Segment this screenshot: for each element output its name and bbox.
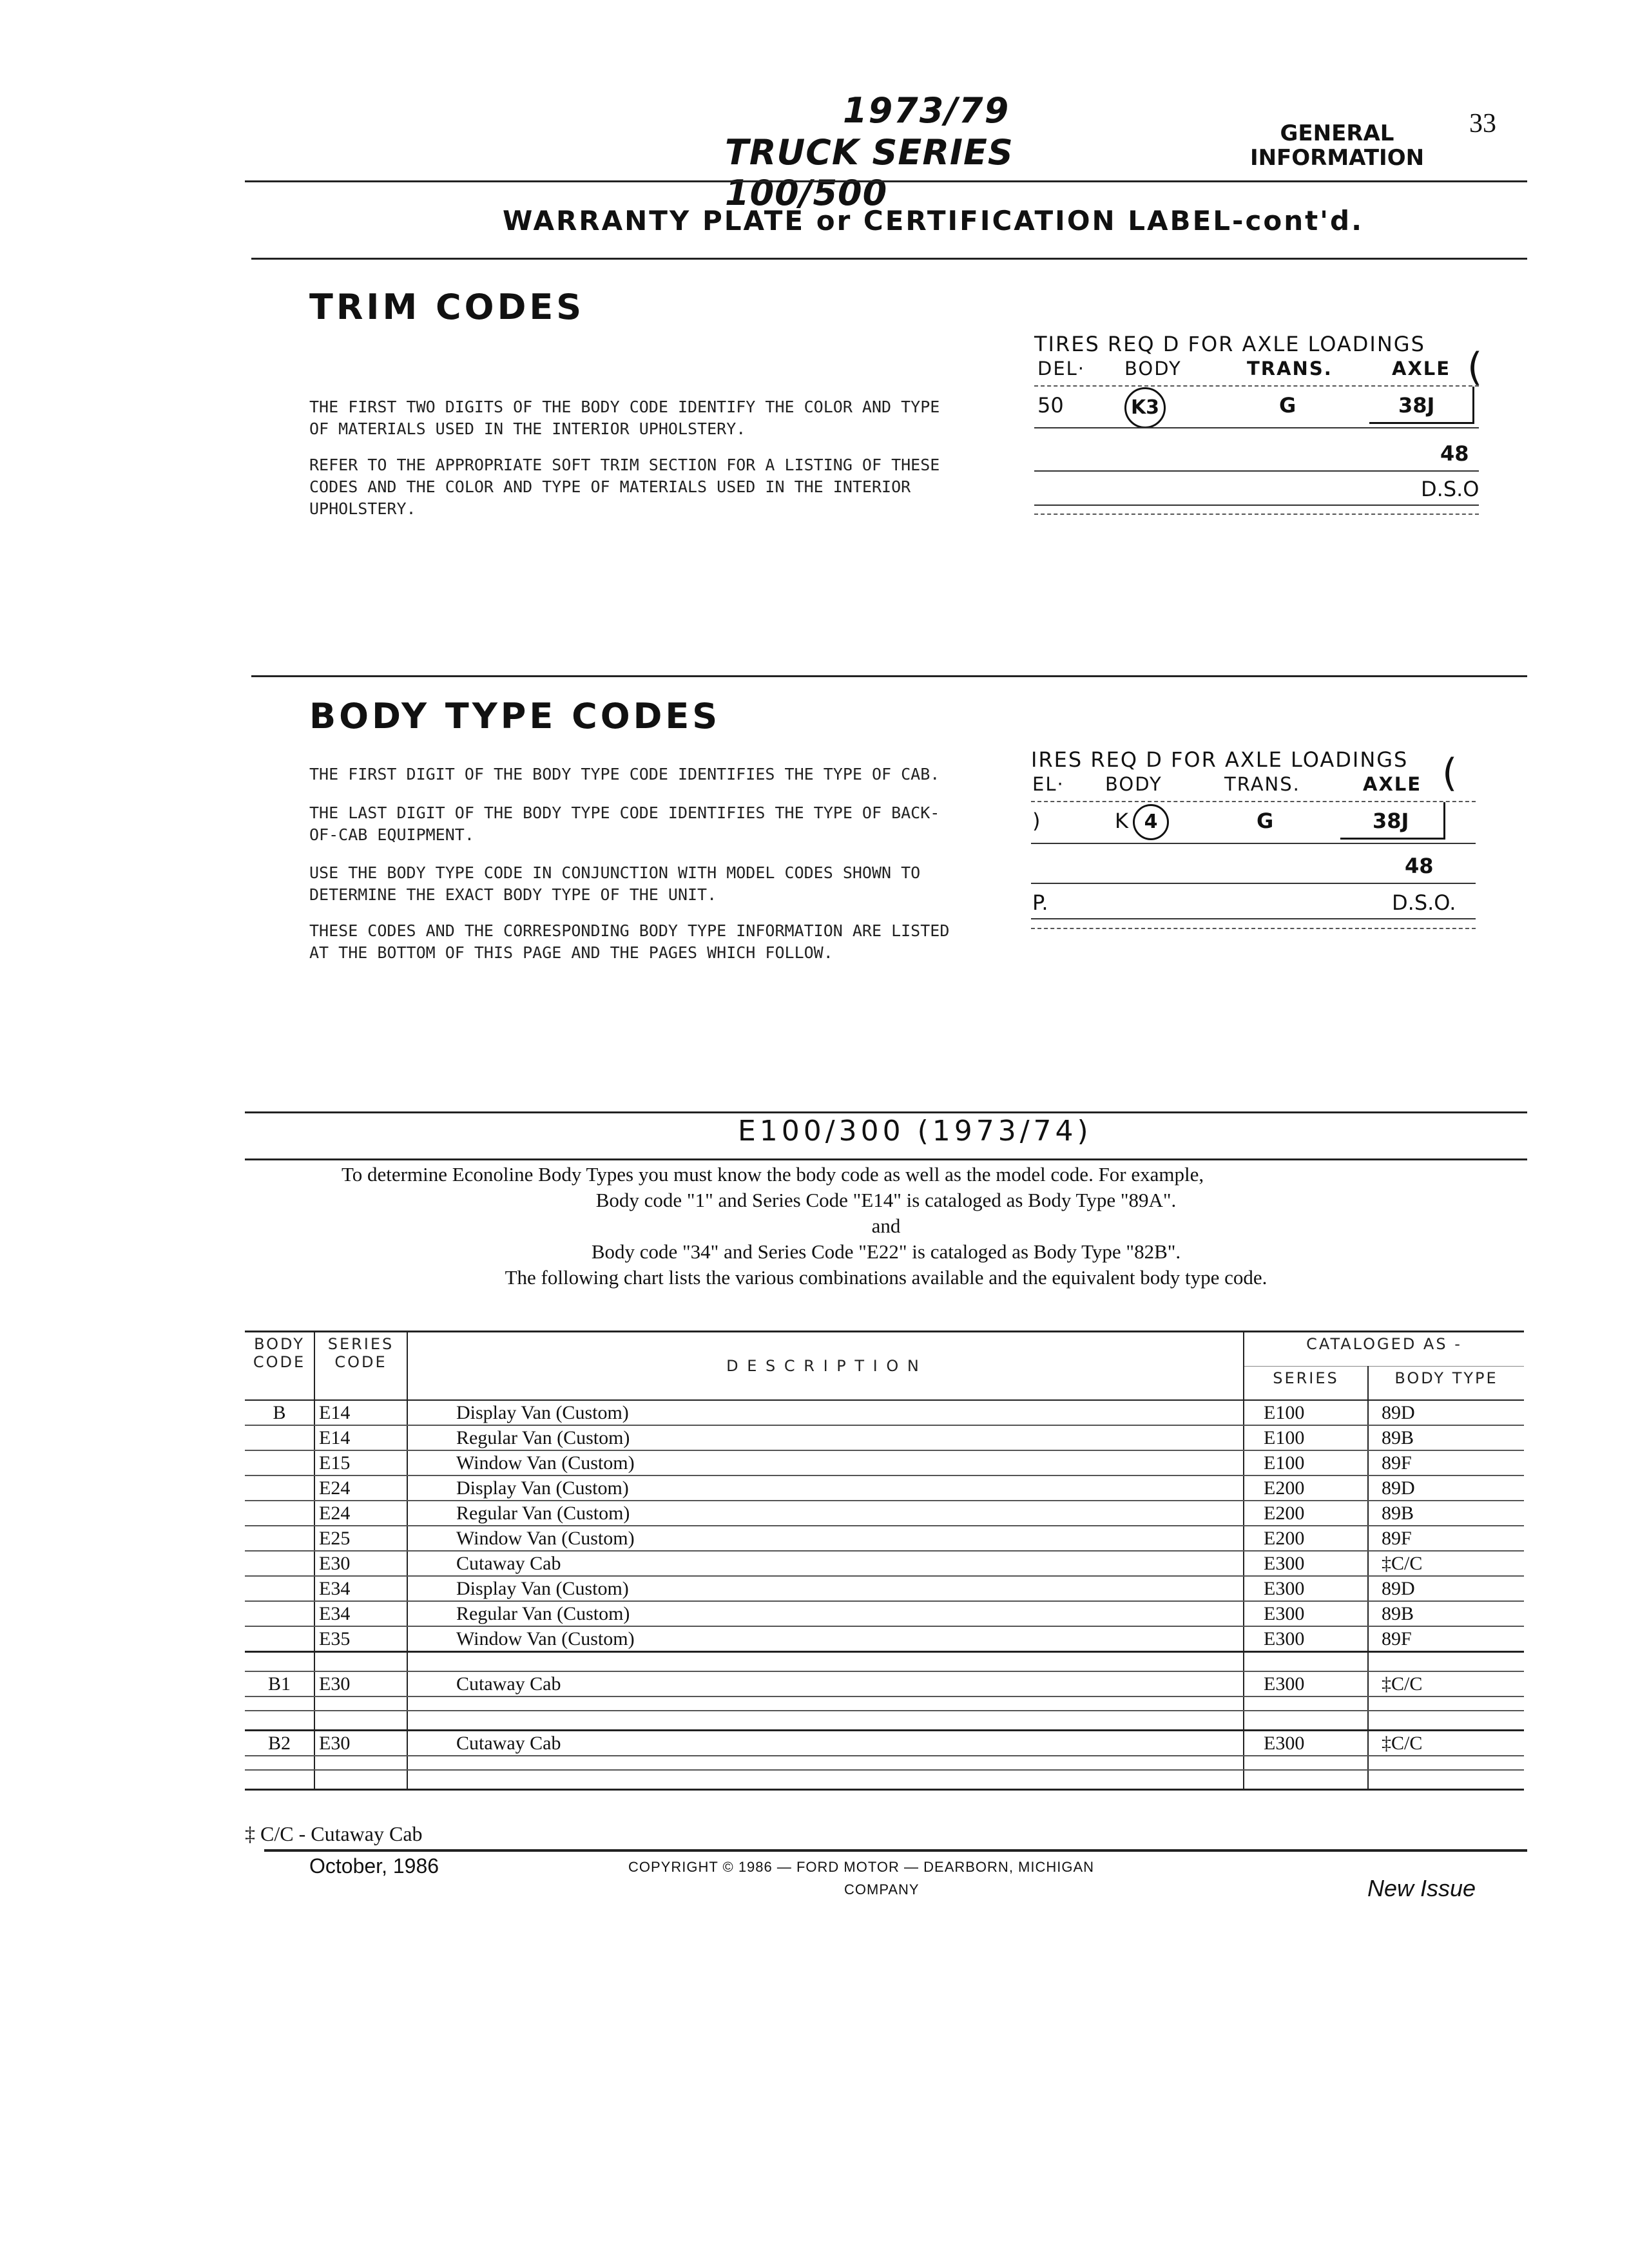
- body-label-rule-5: [1031, 928, 1476, 929]
- header-section: [1231, 121, 1443, 170]
- cell-body-type: 89B: [1368, 1501, 1524, 1526]
- trim-label-example: [1034, 332, 1485, 525]
- trim-label-col-trans: TRANS.: [1247, 358, 1333, 380]
- table-row: [245, 1731, 1524, 1756]
- footer-status: New Issue: [1367, 1875, 1476, 1901]
- cell-body-code: [245, 1501, 314, 1526]
- body-label-rule-3: [1031, 883, 1476, 884]
- cell-series: E300: [1244, 1576, 1368, 1601]
- body-label-paren: (: [1442, 751, 1458, 796]
- body-label-col-body: BODY: [1105, 773, 1162, 795]
- body-label-col-axle: AXLE: [1363, 773, 1422, 795]
- cell-series-code: E25: [314, 1526, 407, 1551]
- footer-date: October, 1986: [309, 1854, 439, 1878]
- cell-description: Cutaway Cab: [407, 1551, 1244, 1576]
- header-rule: [245, 180, 1527, 182]
- cell-series-code: E30: [314, 1731, 407, 1756]
- trim-label-body-circle: K3: [1124, 387, 1166, 428]
- cell-series: E300: [1244, 1671, 1368, 1696]
- cell-series-code: E14: [314, 1400, 407, 1425]
- cell-body-type: 89D: [1368, 1576, 1524, 1601]
- trim-label-dso: D.S.O: [1421, 477, 1480, 501]
- trim-label-axle-box: [1369, 387, 1474, 424]
- cell-series-code: E30: [314, 1671, 407, 1696]
- header-section-line1: GENERAL: [1280, 120, 1394, 146]
- cell-series: E300: [1244, 1731, 1368, 1756]
- econoline-intro-line-2: Body code "1" and Series Code "E14" is cataloged as Body Type "89A".: [595, 1189, 1177, 1211]
- trim-label-rule-5: [1034, 514, 1479, 515]
- table-row: [245, 1601, 1524, 1626]
- cell-body-code: [245, 1526, 314, 1551]
- cell-description: Window Van (Custom): [407, 1626, 1244, 1652]
- trim-label-paren: (: [1467, 345, 1483, 390]
- trim-codes-title: TRIM CODES: [309, 287, 585, 327]
- cell-description: Window Van (Custom): [407, 1450, 1244, 1475]
- trim-label-model-value: 50: [1037, 393, 1064, 418]
- cell-description: Cutaway Cab: [407, 1671, 1244, 1696]
- page-subtitle: WARRANTY PLATE or CERTIFICATION LABEL-cont'd.: [503, 205, 1364, 236]
- cell-body-type: ‡C/C: [1368, 1551, 1524, 1576]
- trim-section-rule: [251, 675, 1527, 677]
- body-label-body-circle: 4: [1133, 804, 1169, 840]
- footer-copyright: COPYRIGHT © 1986 — FORD MOTOR — DEARBORN, MICHIGAN: [628, 1859, 1095, 1875]
- trim-label-rule-4: [1034, 505, 1479, 506]
- cell-body-code: [245, 1551, 314, 1576]
- cell-series: E300: [1244, 1601, 1368, 1626]
- table-row: [245, 1450, 1524, 1475]
- cell-body-code: [245, 1475, 314, 1501]
- table-row: [245, 1626, 1524, 1652]
- cell-body-code: B1: [245, 1671, 314, 1696]
- trim-label-rule-3: [1034, 470, 1479, 472]
- header-year: 1973/79: [843, 90, 1010, 131]
- cell-body-type: ‡C/C: [1368, 1731, 1524, 1756]
- table-row: [245, 1526, 1524, 1551]
- cell-body-code: B2: [245, 1731, 314, 1756]
- body-label-col-trans: TRANS.: [1224, 773, 1300, 795]
- col-header-series: SERIES: [1244, 1366, 1368, 1400]
- table-spacer: [245, 1770, 1524, 1790]
- cell-body-type: 89F: [1368, 1526, 1524, 1551]
- trim-label-value-48: 48: [1440, 441, 1469, 466]
- trim-codes-paragraph-1: THE FIRST TWO DIGITS OF THE BODY CODE IDENTIFY THE COLOR AND TYPE OF MATERIALS USED IN THE INTERIOR UPHOLSTERY.: [309, 398, 940, 438]
- cell-series: E200: [1244, 1501, 1368, 1526]
- cell-body-code: [245, 1626, 314, 1652]
- subtitle-rule: [251, 258, 1527, 260]
- body-type-paragraph-1: THE FIRST DIGIT OF THE BODY TYPE CODE IDENTIFIES THE TYPE OF CAB.: [309, 765, 940, 783]
- table-spacer: [245, 1756, 1524, 1770]
- table-spacer: [245, 1652, 1524, 1672]
- table-row: [245, 1400, 1524, 1425]
- table-row: [245, 1501, 1524, 1526]
- cell-body-type: ‡C/C: [1368, 1671, 1524, 1696]
- cell-series: E200: [1244, 1475, 1368, 1501]
- body-label-value-48: 48: [1405, 854, 1434, 878]
- col-header-description: D E S C R I P T I O N: [407, 1332, 1244, 1401]
- table-row: [245, 1576, 1524, 1601]
- cell-series-code: E15: [314, 1450, 407, 1475]
- body-label-trans-value: G: [1257, 809, 1274, 833]
- body-label-rule-4: [1031, 918, 1476, 919]
- trim-label-axle-value: 38J: [1398, 393, 1435, 418]
- table-spacer: [245, 1696, 1524, 1711]
- body-label-body-prefix: K: [1115, 809, 1128, 833]
- cell-body-code: [245, 1601, 314, 1626]
- body-label-rule-2: [1031, 843, 1476, 844]
- trim-label-col-axle: AXLE: [1392, 358, 1451, 380]
- footnote-cutaway: ‡ C/C - Cutaway Cab: [245, 1822, 423, 1845]
- body-label-prefix-p: P.: [1032, 890, 1048, 915]
- cell-series-code: E34: [314, 1576, 407, 1601]
- cell-series-code: E34: [314, 1601, 407, 1626]
- cell-series: E300: [1244, 1626, 1368, 1652]
- cell-series: E100: [1244, 1450, 1368, 1475]
- footer-company: COMPANY: [844, 1881, 920, 1898]
- cell-description: Regular Van (Custom): [407, 1501, 1244, 1526]
- body-type-paragraph-2: THE LAST DIGIT OF THE BODY TYPE CODE IDENTIFIES THE TYPE OF BACK-OF-CAB EQUIPMENT.: [309, 803, 940, 844]
- cell-body-code: [245, 1450, 314, 1475]
- table-row: [245, 1425, 1524, 1450]
- trim-label-col-body: BODY: [1124, 358, 1182, 380]
- cell-description: Display Van (Custom): [407, 1475, 1244, 1501]
- econoline-title: E100/300 (1973/74): [738, 1115, 1092, 1148]
- cell-series: E300: [1244, 1551, 1368, 1576]
- cell-series-code: E30: [314, 1551, 407, 1576]
- cell-series: E100: [1244, 1425, 1368, 1450]
- body-label-model-value: ): [1032, 809, 1041, 833]
- body-label-dso: D.S.O.: [1392, 890, 1456, 915]
- cell-description: Cutaway Cab: [407, 1731, 1244, 1756]
- header-section-line2: INFORMATION: [1249, 145, 1425, 171]
- econoline-intro-line-5: The following chart lists the various combinations available and the equivalent body type code.: [505, 1266, 1268, 1289]
- econoline-intro-line-3: and: [871, 1215, 901, 1237]
- cell-description: Regular Van (Custom): [407, 1601, 1244, 1626]
- body-type-codes-title: BODY TYPE CODES: [309, 696, 721, 736]
- cell-body-code: [245, 1576, 314, 1601]
- col-header-cataloged-as: CATALOGED AS -: [1306, 1335, 1462, 1353]
- col-header-body-type: BODY TYPE: [1368, 1366, 1524, 1400]
- cell-body-code: [245, 1425, 314, 1450]
- body-type-paragraph-4: THESE CODES AND THE CORRESPONDING BODY TYPE INFORMATION ARE LISTED AT THE BOTTOM OF THIS PAGE AND THE PAGES WHICH FOLLOW.: [309, 921, 950, 962]
- body-label-title: IRES REQ D FOR AXLE LOADINGS: [1031, 747, 1409, 772]
- econoline-intro-line-1: To determine Econoline Body Types you must know the body code as well as the model code. For example,: [342, 1163, 1204, 1186]
- table-row: [245, 1475, 1524, 1501]
- cell-description: Regular Van (Custom): [407, 1425, 1244, 1450]
- trim-codes-paragraph-2: REFER TO THE APPROPRIATE SOFT TRIM SECTION FOR A LISTING OF THESE CODES AND THE COLOR AND TYPE OF MATERIALS USED IN THE INTERIOR UPHOLSTERY.: [309, 456, 940, 518]
- header-series: TRUCK SERIES 100/500: [725, 132, 1014, 213]
- body-type-paragraph-3: USE THE BODY TYPE CODE IN CONJUNCTION WITH MODEL CODES SHOWN TO DETERMINE THE EXACT BODY TYPE OF THE UNIT.: [309, 863, 921, 904]
- cell-body-type: 89B: [1368, 1601, 1524, 1626]
- cell-body-type: 89F: [1368, 1450, 1524, 1475]
- cell-body-type: 89B: [1368, 1425, 1524, 1450]
- cell-body-type: 89D: [1368, 1400, 1524, 1425]
- cell-series-code: E24: [314, 1501, 407, 1526]
- page-number: 33: [1469, 109, 1496, 139]
- cell-description: Window Van (Custom): [407, 1526, 1244, 1551]
- trim-label-trans-value: G: [1279, 393, 1296, 418]
- econoline-top-rule: [245, 1111, 1527, 1113]
- cell-series-code: E14: [314, 1425, 407, 1450]
- table-row: [245, 1551, 1524, 1576]
- trim-label-col-model: DEL·: [1037, 358, 1086, 380]
- cell-description: Display Van (Custom): [407, 1576, 1244, 1601]
- econoline-title-rule: [245, 1158, 1527, 1160]
- cell-series: E200: [1244, 1526, 1368, 1551]
- trim-label-rule-2: [1034, 427, 1479, 428]
- cell-body-type: 89F: [1368, 1626, 1524, 1652]
- cell-body-type: 89D: [1368, 1475, 1524, 1501]
- body-label-axle-value: 38J: [1373, 809, 1409, 833]
- cell-series-code: E35: [314, 1626, 407, 1652]
- cell-series-code: E24: [314, 1475, 407, 1501]
- table-spacer: [245, 1711, 1524, 1731]
- econoline-intro-line-4: Body code "34" and Series Code "E22" is cataloged as Body Type "82B".: [591, 1240, 1181, 1263]
- body-label-axle-box: [1340, 802, 1445, 840]
- cell-description: Display Van (Custom): [407, 1400, 1244, 1425]
- footer-rule: [264, 1849, 1527, 1852]
- table-row: [245, 1671, 1524, 1696]
- body-type-table: [245, 1331, 1524, 1791]
- col-header-series-code: SERIES CODE: [314, 1332, 407, 1401]
- col-header-body-code: BODY CODE: [245, 1332, 314, 1401]
- trim-label-title: TIRES REQ D FOR AXLE LOADINGS: [1034, 332, 1425, 356]
- cell-body-code: B: [245, 1400, 314, 1425]
- cell-series: E100: [1244, 1400, 1368, 1425]
- body-label-example: [1031, 747, 1482, 941]
- body-label-col-model: EL·: [1032, 773, 1065, 795]
